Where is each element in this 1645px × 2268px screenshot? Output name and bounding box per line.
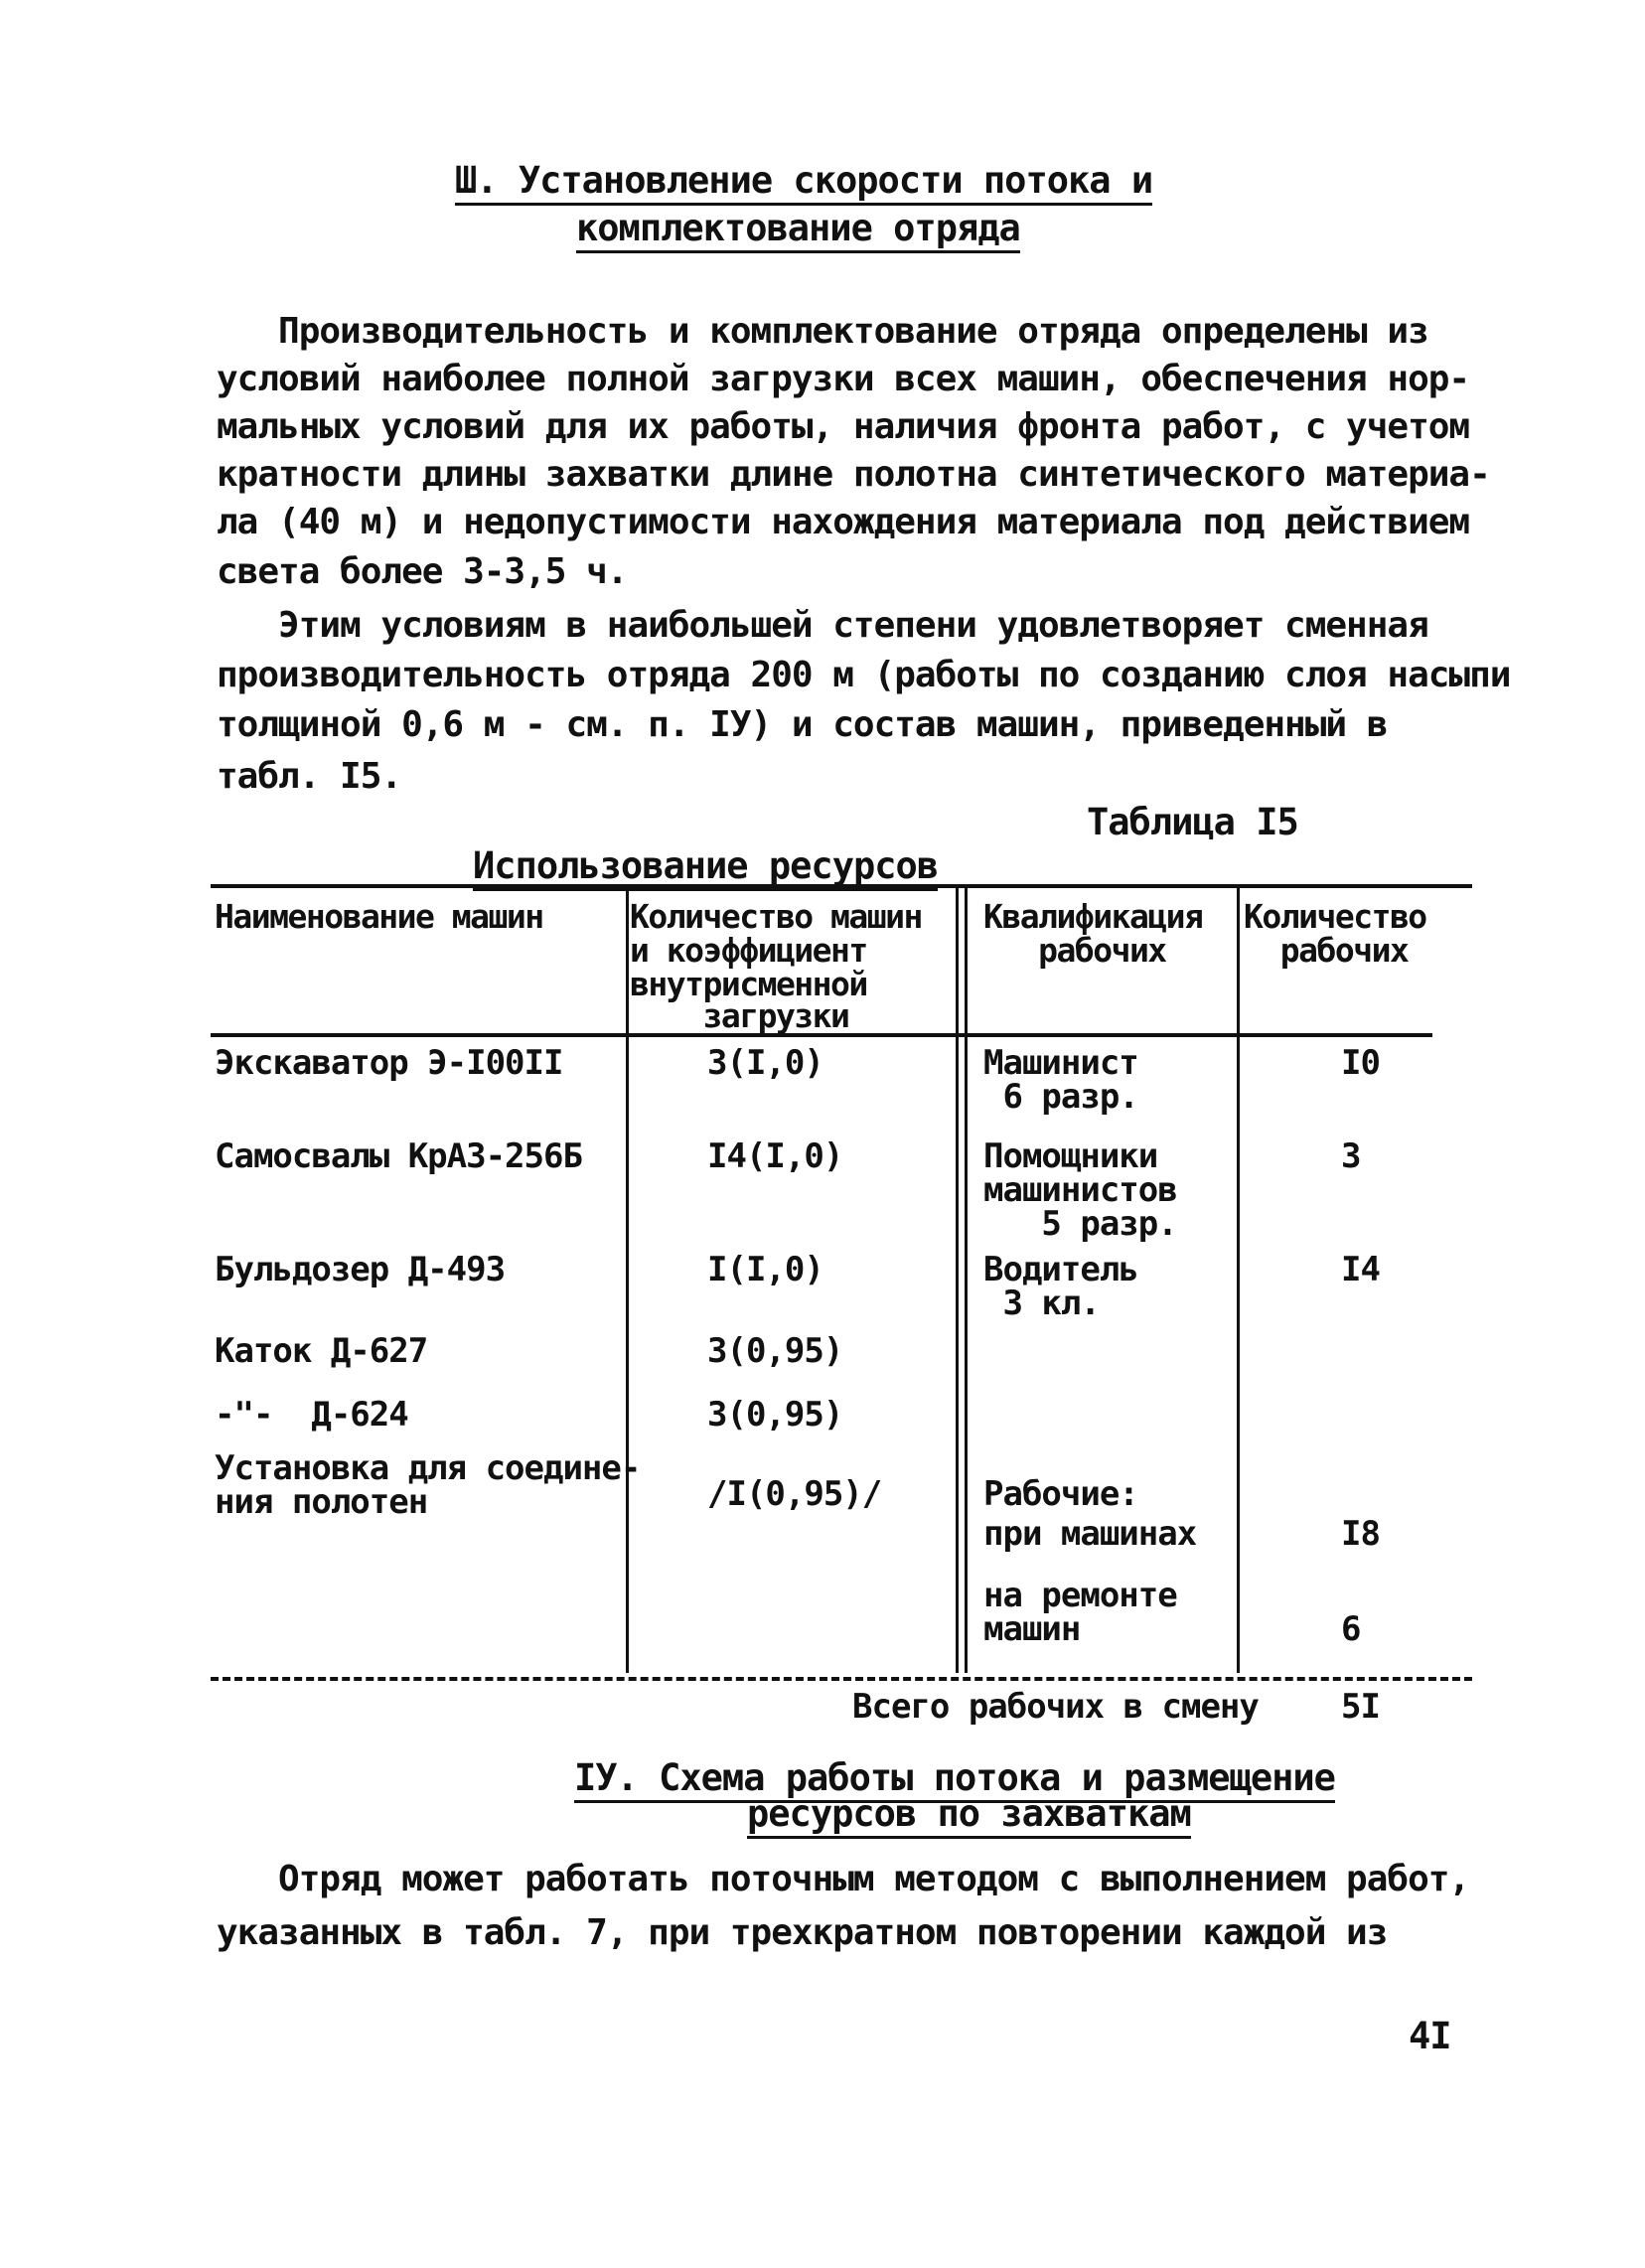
header-qualification-line-2: рабочих: [983, 931, 1166, 970]
paragraph-1-line-3: мальных условий для их работы, наличия фронта работ, с учетом: [217, 406, 1470, 447]
header-machine-count-line-1: Количество машин: [630, 897, 922, 936]
table-bottom-dashed-rule: [211, 1677, 1472, 1681]
paragraph-1-line-1: Производительность и комплектование отряда определены из: [217, 311, 1428, 352]
table-col-divider-2a: [956, 886, 959, 1673]
section-3-title-line-1: Ш. Установление скорости потока и: [455, 159, 1152, 206]
paragraph-1-line-2: условий наиболее полной загрузки всех машин, обеспечения нор-: [217, 359, 1470, 399]
paragraph-3-line-2: указанных в табл. 7, при трехкратном повторении каждой из: [217, 1912, 1388, 1953]
worker-count-5: I8: [1341, 1514, 1380, 1554]
header-qualification-line-1: Квалификация: [983, 897, 1203, 936]
qualification-4: Рабочие:: [983, 1474, 1138, 1514]
machine-qty-1: 3(I,0): [707, 1043, 823, 1083]
table-subtitle: Использование ресурсов: [473, 844, 938, 891]
section-4-title-line-2: ресурсов по захваткам: [747, 1792, 1191, 1839]
table-top-rule: [211, 884, 1472, 888]
section-3-title-line-2: комплектование отряда: [576, 207, 1020, 253]
paragraph-1-line-5: ла (40 м) и недопустимости нахождения материала под действием: [217, 502, 1470, 542]
header-worker-count-line-1: Количество: [1244, 897, 1426, 936]
paragraph-1-line-4: кратности длины захватки длине полотна синтетического материа-: [217, 454, 1490, 495]
paragraph-2-line-2: производительность отряда 200 м (работы по созданию слоя насыпи: [217, 655, 1511, 695]
table-col-divider-3: [1237, 886, 1240, 1673]
qualification-1-line-1: Машинист: [983, 1043, 1138, 1083]
machine-name-4: Каток Д-627: [215, 1331, 428, 1371]
machine-name-3: Бульдозер Д-493: [215, 1250, 506, 1289]
machine-qty-4: 3(0,95): [707, 1331, 843, 1371]
header-worker-count-line-2: рабочих: [1244, 931, 1409, 970]
qualification-2-line-2: машинистов: [983, 1170, 1177, 1210]
table-col-divider-1: [626, 886, 629, 1673]
worker-count-2: 3: [1341, 1136, 1361, 1176]
worker-count-3: I4: [1341, 1250, 1380, 1289]
machine-name-6-line-1: Установка для соедине-: [215, 1448, 641, 1488]
section-4-title-line-1: IУ. Схема работы потока и размещение: [574, 1756, 1335, 1803]
header-machine-count-line-2: и коэффициент: [630, 931, 867, 970]
table-label: Таблица I5: [1087, 801, 1298, 843]
paragraph-1-line-6: света более 3-3,5 ч.: [217, 551, 628, 592]
table-col-divider-2b: [965, 886, 968, 1673]
qualification-2-line-1: Помощники: [983, 1136, 1158, 1176]
machine-name-1: Экскаватор Э-I00II: [215, 1043, 563, 1083]
machine-qty-3: I(I,0): [707, 1250, 823, 1289]
header-machine-count-line-4: загрузки: [630, 996, 849, 1035]
qualification-6-line-1: на ремонте: [983, 1576, 1177, 1615]
machine-name-6-line-2: ния полотен: [215, 1482, 428, 1522]
qualification-3-line-1: Водитель: [983, 1250, 1138, 1289]
header-machine-name: Наименование машин: [215, 897, 543, 936]
paragraph-2-line-1: Этим условиям в наибольшей степени удовлетворяет сменная: [217, 605, 1428, 646]
qualification-3-line-2: 3 кл.: [983, 1284, 1100, 1323]
machine-name-2: Самосвалы КрАЗ-256Б: [215, 1136, 582, 1176]
machine-qty-2: I4(I,0): [707, 1136, 843, 1176]
total-workers-label: Всего рабочих в смену: [852, 1687, 1259, 1727]
qualification-2-line-3: 5 разр.: [983, 1204, 1177, 1244]
paragraph-2-line-4: табл. I5.: [217, 756, 402, 797]
qualification-6-line-2: машин: [983, 1609, 1081, 1649]
qualification-5: при машинах: [983, 1514, 1197, 1554]
qualification-1-line-2: 6 разр.: [983, 1077, 1138, 1117]
machine-qty-5: 3(0,95): [707, 1395, 843, 1435]
machine-qty-6: /I(0,95)/: [707, 1474, 882, 1514]
header-machine-count-line-3: внутрисменной: [630, 965, 867, 1003]
total-workers-value: 5I: [1341, 1687, 1380, 1727]
worker-count-1: I0: [1341, 1043, 1380, 1083]
page-number: 4I: [1409, 2015, 1451, 2057]
worker-count-6: 6: [1341, 1609, 1361, 1649]
machine-name-5: -"- Д-624: [215, 1395, 408, 1435]
paragraph-2-line-3: толщиной 0,6 м - см. п. IУ) и состав машин, приведенный в: [217, 704, 1388, 745]
paragraph-3-line-1: Отряд может работать поточным методом с выполнением работ,: [217, 1859, 1470, 1899]
